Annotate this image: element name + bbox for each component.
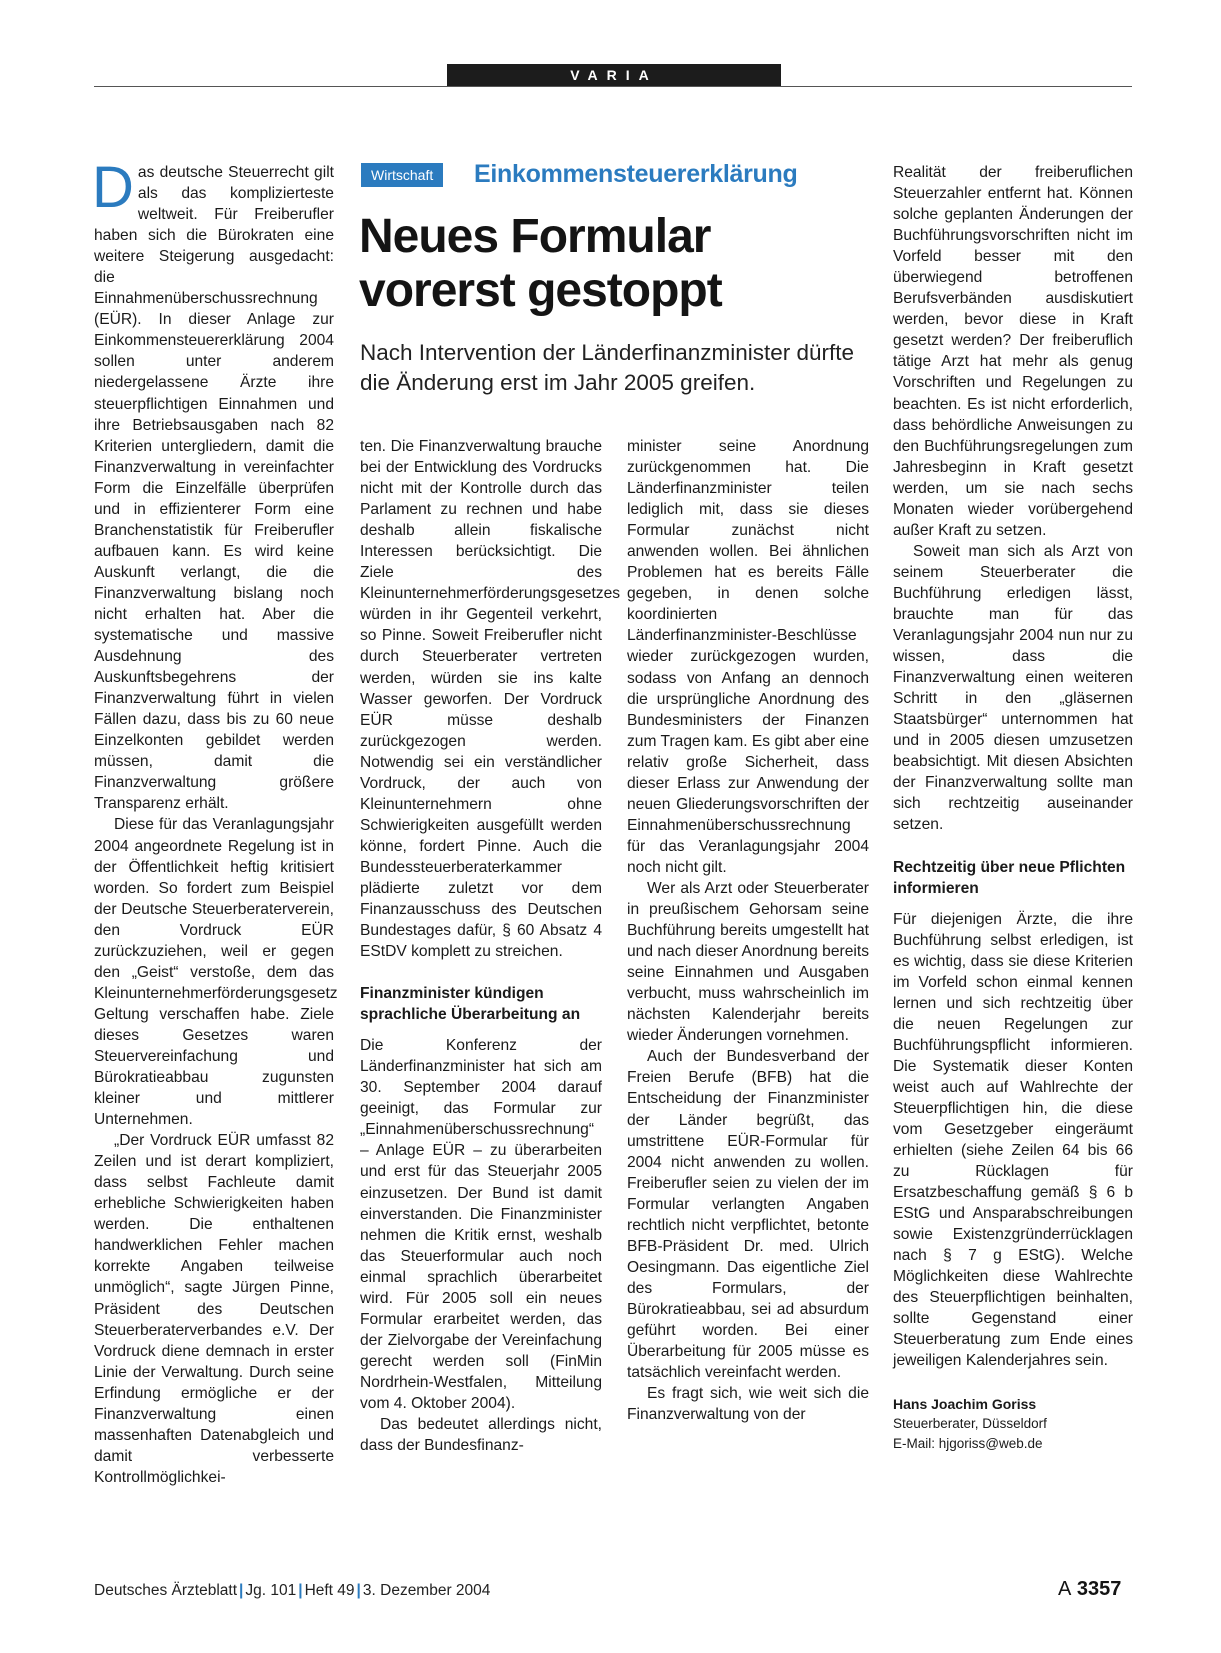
body-paragraph: Auch der Bundesverband der Freien Berufe (BFB) hat die Entscheidung der Finanzminister der Länder begrüßt, das umstrittene EÜR-Formular für 2004 nicht anwenden zu wollen. Freiberufler seien zu vielen der im Formular verlangten Angaben rechtlich nicht verpflichtet, betonte BFB-Präsident Dr. med. Ulrich Oesingmann. Das eigentliche Ziel des Formulars, der Bürokratieabbau, sei ad absurdum geführt worden. Bei einer Überarbeitung für 2005 müsse es tatsächlich vereinfacht werden. <box>627 1048 869 1382</box>
body-paragraph: Diese für das Veranlagungsjahr 2004 angeordnete Regelung ist in der Öffentlichkeit heftig kritisiert worden. So fordert zum Beispiel der Deutsche Steuerberaterverein, den Vordruck EÜR zurückzuziehen, weil er gegen den „Geist“ verstoße, dem das Kleinunternehmerförderungsgesetz Geltung verschaffen habe. Ziele dieses Gesetzes waren Steuervereinfachung und Bürokratieabbau zugunsten kleiner und mittlerer Unternehmen. <box>94 816 338 1129</box>
body-paragraph: minister seine Anordnung zurückgenommen hat. Die Länderfinanzminister teilen lediglich mit, dass sie dieses Formular zunächst nicht anwenden wollen. Bei ähnlichen Problemen hat es bereits Fälle gegeben, in denen solche koordinierten Länderfinanzminister-Beschlüsse wieder zurückgezogen wurden, sodass von Anfang an dennoch die ursprüngliche Anordnung des Bundesministers der Finanzen zum Tragen kam. Es gibt aber eine relativ große Sicherheit, dass dieser Erlass zur Anwendung der neuen Gliederungsvorschriften der Einnahmenüberschussrechnung für das Veranlagungsjahr 2004 noch nicht gilt. <box>627 438 869 876</box>
body-paragraph: Für diejenigen Ärzte, die ihre Buchführung selbst erledigen, ist es wichtig, dass sie diese Kriterien im Vorfeld schon einmal kennen lernen und sich rechtzeitig über die neuen Regelungen zur Buchführungspflicht informieren. Die Systematik dieser Konten weist auch auf Wahlrechte der Steuerpflichtigen hin, die diese vom Gesetzgeber eingeräumt erhielten (siehe Zeilen 64 bis 66 zu Rücklagen für Ersatzbeschaffung gemäß § 6 b EStG und Ansparabschreibungen sowie Existenzgründerrücklagen nach § 7 g EStG). Welche Möglichkeiten diese Wahlrechte des Steuerpflichtigen beinhalten, sollte Gegenstand einer Steuerberatung zum Ende eines jeweiligen Kalenderjahres sein. <box>893 910 1133 1370</box>
separator: | <box>356 1582 361 1599</box>
body-paragraph: „Der Vordruck EÜR umfasst 82 Zeilen und ist derart kompliziert, dass selbst Fachleute damit erhebliche Schwierigkeiten haben werden. Die enthaltenen handwerklichen Fehler machen korrekte Angaben teilweise unmöglich“, sagte Jürgen Pinne, Präsident des Deutschen Steuerberaterverbandes e.V. Der Vordruck diene demnach in erster Linie der Verwaltung. Durch seine Erfindung ermögliche er der Finanzverwaltung einen massenhaften Datenabgleich und damit verbesserte Kontrollmöglichkei- <box>94 1132 334 1486</box>
page-footer <box>94 1582 490 1600</box>
journal-date: 3. Dezember 2004 <box>362 1582 491 1599</box>
body-paragraph <box>92 155 334 814</box>
page-number <box>1058 1578 1121 1601</box>
separator: | <box>239 1582 244 1599</box>
author-role: Steuerberater, Düsseldorf <box>893 1415 1047 1431</box>
article-column-3 <box>627 436 869 1425</box>
body-paragraph: Realität der freiberuflichen Steuerzahler entfernt hat. Können solche geplanten Änderungen der Buchführungsvorschriften nicht im Vorfeld besser mit den überwiegend betroffenen Berufsverbänden ausdiskutiert werden, bevor diese in Kraft gesetzt werden? Der freiberuflich tätige Arzt hat mehr als genug Vorschriften und Regelungen zu beachten. Es ist nicht erforderlich, dass behördliche Anweisungen zu den Buchführungsregelungen zum Jahresbeginn in Kraft gesetzt werden, um sie nach sechs Monaten wieder vorübergehend außer Kraft zu setzen. <box>893 164 1133 539</box>
article-column-1 <box>92 155 338 1488</box>
body-paragraph: Das bedeutet allerdings nicht, dass der Bundesfinanz- <box>360 1416 602 1455</box>
author-name: Hans Joachim Goriss <box>893 1395 1037 1412</box>
page-number-value: 3357 <box>1076 1578 1122 1600</box>
paragraph-text: as deutsche Steuerrecht gilt als das komplizierteste weltweit. Für Freiberufler haben sich die Bürokraten eine weitere Steigerung ausgedacht: die Einnahmenüberschussrechnung (EÜR). In dieser Anlage zur Einkommensteuererklärung 2004 sollen unter anderem niedergelassene Ärzte ihre steuerpflichtigen Einnahmen und ihre Betriebsausgaben nach 82 Kriterien untergliedern, damit die Finanzverwaltung in vereinfachter Form die Einzelfälle überprüfen und in effizienterer Form eine Branchenstatistik für Freiberufler aufbauen kann. Es wird keine Auskunft verlangt, die die Finanzverwaltung bislang noch nicht erhalten hat. Aber die systematische und massive Ausdehnung des Auskunftsbegehrens der Finanzverwaltung führt in vielen Fällen dazu, dass bis zu 60 neue Einzelkonten gebildet werden müssen, damit die Finanzverwaltung größere Transparenz erhält. <box>94 164 334 813</box>
article-standfirst: Nach Intervention der Länderfinanzminister dürfte die Änderung erst im Jahr 2005 greifen. <box>360 340 855 395</box>
kicker-title: Einkommensteuererklärung <box>474 160 798 188</box>
drop-cap: D <box>92 155 134 220</box>
author-email: E-Mail: hjgoriss@web.de <box>893 1435 1043 1451</box>
body-paragraph: Wer als Arzt oder Steuerberater in preußischem Gehorsam seine Buchführung bereits umgestellt hat und nach dieser Anordnung bereits seine Einnahmen und Ausgaben verbucht, muss wahrscheinlich im nächsten Kalenderjahr bereits wieder Änderungen vornehmen. <box>627 879 869 1045</box>
section-label: VARIA <box>447 64 781 86</box>
page-prefix: A <box>1058 1578 1072 1600</box>
journal-volume: Jg. 101 <box>245 1582 297 1599</box>
article-column-2 <box>360 436 621 1456</box>
body-paragraph: ten. Die Finanzverwaltung brauche bei der Entwicklung des Vordrucks nicht mit der Kontrolle durch das Parlament zu rechnen und habe deshalb allein fiskalische Interessen berücksichtigt. Die Ziele des Kleinunternehmerförderungsgesetzes würden in ihr Gegenteil verkehrt, so Pinne. Soweit Freiberufler nicht durch Steuerberater vertreten werden, würden sie ins kalte Wasser geworfen. Der Vordruck EÜR müsse deshalb zurückgezogen werden. Notwendig sei ein verständlicher Vordruck, der auch von Kleinunternehmern ohne Schwierigkeiten ausgefüllt werden könne, fordert Pinne. Auch die Bundessteuerberaterkammer plädierte zuletzt vor dem Finanzausschuss des Deutschen Bundestages dafür, § 60 Absatz 4 EStDV komplett zu streichen. <box>360 438 621 961</box>
author-block <box>893 1394 1133 1454</box>
article-headline: Neues Formular vorerst gestoppt <box>359 210 722 317</box>
body-paragraph: Es fragt sich, wie weit sich die Finanzverwaltung von der <box>627 1385 869 1424</box>
section-subhead: Finanzminister kündigen sprachliche Überarbeitung an <box>360 985 581 1024</box>
separator: | <box>298 1582 303 1599</box>
journal-issue: Heft 49 <box>304 1582 355 1599</box>
body-paragraph: Soweit man sich als Arzt von seinem Steuerberater die Buchführung erledigen lässt, brauchte man für das Veranlagungsjahr 2004 nun nur zu wissen, dass die Finanzverwaltung einen weiteren Schritt in den „gläsernen Staatsbürger“ unternommen hat und in 2005 diesen umzusetzen beabsichtigt. Mit diesen Absichten der Finanzverwaltung sollte man sich rechtzeitig auseinander setzen. <box>893 542 1133 834</box>
body-paragraph: Die Konferenz der Länderfinanzminister hat sich am 30. September 2004 darauf geeinigt, das Formular zur „Einnahmenüberschussrechnung“ – Anlage EÜR – zu überarbeiten und erst für das Steuerjahr 2005 einzusetzen. Der Bund ist damit einverstanden. Die Finanzminister nehmen die Kritik ernst, weshalb das Steuerformular auch noch einmal sprachlich überarbeitet wird. Für 2005 soll ein neues Formular erarbeitet werden, das der Zielvorgabe der Vereinfachung gerecht werden soll (FinMin Nordrhein-Westfalen, Mitteilung vom 4. Oktober 2004). <box>360 1037 602 1412</box>
category-badge: Wirtschaft <box>361 163 443 187</box>
article-column-4 <box>893 162 1133 1454</box>
header-rule <box>94 86 1132 87</box>
section-subhead: Rechtzeitig über neue Pflichten informieren <box>893 858 1126 897</box>
journal-name: Deutsches Ärzteblatt <box>94 1582 238 1599</box>
